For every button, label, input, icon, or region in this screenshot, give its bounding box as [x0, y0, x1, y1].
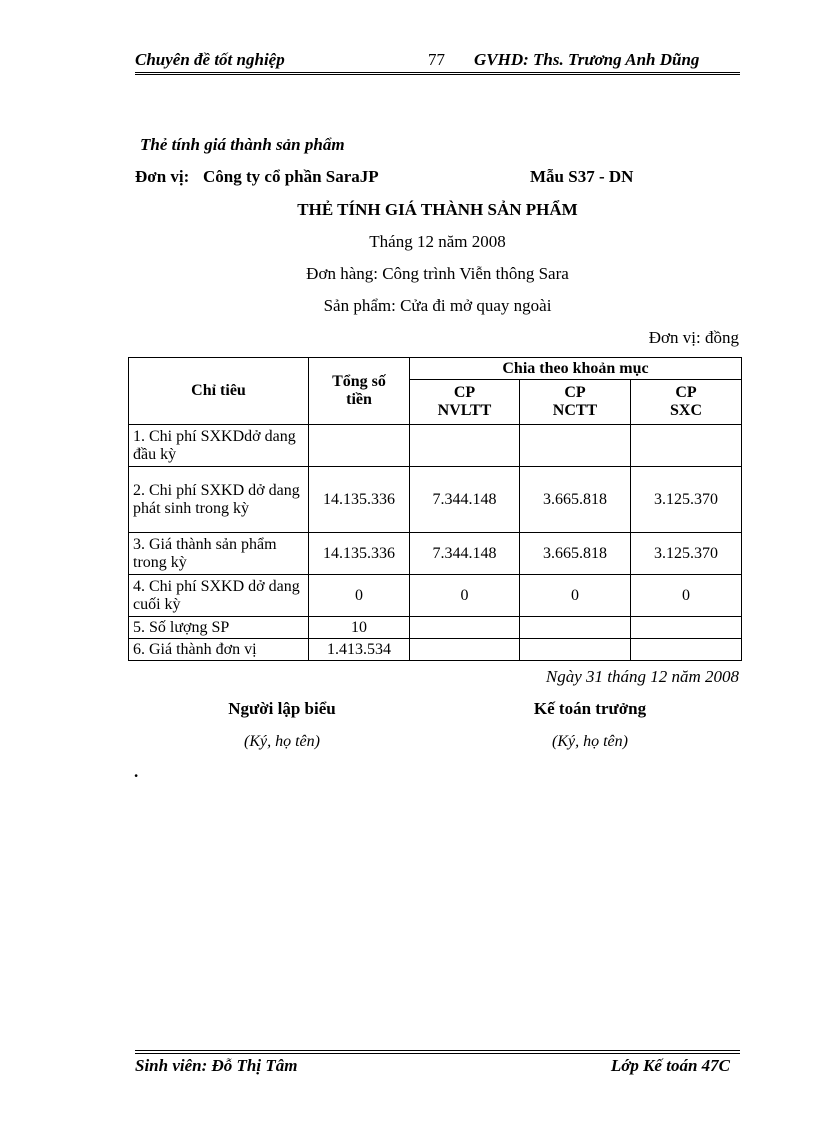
- footer-rule-double: [135, 1053, 740, 1054]
- row-cp-nctt: [520, 639, 631, 661]
- period: Tháng 12 năm 2008: [369, 232, 506, 251]
- row-label: 1. Chi phí SXKDdở dang đầu kỳ: [129, 425, 309, 467]
- preparer-signature-note: (Ký, họ tên): [244, 733, 320, 750]
- product-line: Sản phẩm: Cửa đi mở quay ngoài: [323, 296, 552, 315]
- col-cp-nvltt-header: CP NVLTT: [410, 380, 520, 425]
- col-group-header: Chia theo khoản mục: [410, 358, 742, 380]
- row-label: 6. Giá thành đơn vị: [129, 639, 309, 661]
- col-cp-sxc-header: CP SXC: [631, 380, 742, 425]
- order-line: Đơn hàng: Công trình Viễn thông Sara: [306, 264, 569, 283]
- accountant-title: Kế toán trưởng: [533, 699, 647, 718]
- row-cp-nvltt: 7.344.148: [410, 533, 520, 575]
- row-total: [309, 425, 410, 467]
- footer-rule: [135, 1050, 740, 1051]
- document-title: THẺ TÍNH GIÁ THÀNH SẢN PHẨM: [297, 200, 578, 219]
- header-left: Chuyên đề tốt nghiệp: [135, 50, 285, 69]
- col-cp-nctt-header: CP NCTT: [520, 380, 631, 425]
- row-total: 0: [309, 575, 410, 617]
- row-cp-sxc: 3.125.370: [631, 533, 742, 575]
- row-cp-nvltt: 7.344.148: [410, 467, 520, 533]
- unit-label: Đơn vị:: [135, 167, 190, 186]
- preparer-title: Người lập biểu: [228, 699, 336, 718]
- row-label: 5. Số lượng SP: [129, 617, 309, 639]
- row-cp-sxc: 3.125.370: [631, 467, 742, 533]
- row-total: 1.413.534: [309, 639, 410, 661]
- row-cp-nvltt: [410, 639, 520, 661]
- row-cp-nctt: 3.665.818: [520, 533, 631, 575]
- row-cp-nvltt: [410, 425, 520, 467]
- row-label: 2. Chi phí SXKD dở dang phát sinh trong kỳ: [129, 467, 309, 533]
- header-rule-double: [135, 74, 740, 75]
- cost-card-table: [128, 357, 742, 661]
- row-cp-sxc: [631, 425, 742, 467]
- row-total: 10: [309, 617, 410, 639]
- row-cp-sxc: 0: [631, 575, 742, 617]
- table-row: [129, 639, 742, 661]
- page-number: 77: [428, 50, 445, 69]
- row-cp-nctt: 0: [520, 575, 631, 617]
- footer-right: Lớp Kế toán 47C: [610, 1056, 730, 1075]
- row-cp-nctt: 3.665.818: [520, 467, 631, 533]
- col-indicator-header: Chỉ tiêu: [129, 358, 309, 425]
- table-row: [129, 617, 742, 639]
- row-cp-sxc: [631, 639, 742, 661]
- form-code: Mẫu S37 - DN: [530, 167, 634, 186]
- row-label: 3. Giá thành sản phẩm trong kỳ: [129, 533, 309, 575]
- date-line: Ngày 31 tháng 12 năm 2008: [545, 667, 739, 686]
- company-name: Công ty cổ phần SaraJP: [203, 167, 379, 186]
- row-cp-nvltt: 0: [410, 575, 520, 617]
- row-cp-nvltt: [410, 617, 520, 639]
- table-row: [129, 467, 742, 533]
- row-cp-sxc: [631, 617, 742, 639]
- stray-mark: .: [134, 762, 139, 781]
- section-title: Thẻ tính giá thành sản phẩm: [140, 135, 345, 154]
- footer-left: Sinh viên: Đỗ Thị Tâm: [135, 1056, 298, 1075]
- table-row: [129, 425, 742, 467]
- table-row: [129, 575, 742, 617]
- currency-unit: Đơn vị: đồng: [648, 328, 739, 347]
- row-total: 14.135.336: [309, 467, 410, 533]
- col-total-header: Tổng số tiền: [309, 358, 410, 425]
- header-right: GVHD: Ths. Trương Anh Dũng: [474, 50, 700, 69]
- header-rule: [135, 72, 740, 73]
- row-cp-nctt: [520, 425, 631, 467]
- row-cp-nctt: [520, 617, 631, 639]
- row-total: 14.135.336: [309, 533, 410, 575]
- accountant-signature-note: (Ký, họ tên): [552, 733, 628, 750]
- table-row: [129, 533, 742, 575]
- row-label: 4. Chi phí SXKD dở dang cuối kỳ: [129, 575, 309, 617]
